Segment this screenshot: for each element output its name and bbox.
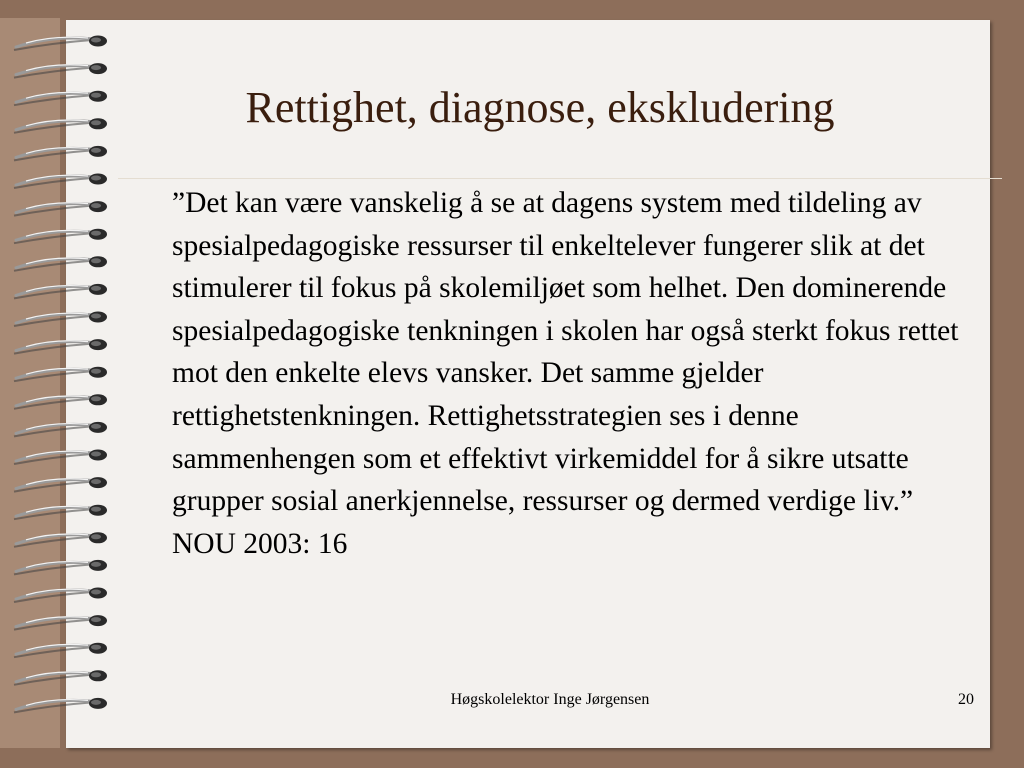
spiral-ring bbox=[14, 394, 107, 409]
title-divider bbox=[118, 178, 1002, 179]
spiral-binding-icon bbox=[12, 28, 116, 740]
spiral-ring bbox=[14, 505, 107, 520]
spiral-ring bbox=[14, 339, 107, 354]
spiral-ring bbox=[14, 284, 107, 299]
spiral-ring bbox=[14, 450, 107, 465]
spiral-ring bbox=[14, 588, 107, 603]
spiral-ring bbox=[14, 615, 107, 630]
spiral-ring bbox=[14, 477, 107, 492]
spiral-ring bbox=[14, 532, 107, 547]
spiral-ring bbox=[14, 560, 107, 575]
slide-title: Rettighet, diagnose, ekskludering bbox=[245, 83, 835, 132]
spiral-ring bbox=[14, 146, 107, 161]
spiral-ring bbox=[14, 312, 107, 327]
spiral-ring bbox=[14, 256, 107, 271]
spiral-ring bbox=[14, 643, 107, 658]
spiral-ring bbox=[14, 36, 107, 51]
quote-text: ”Det kan være vanskelig å se at dagens system med tildeling av spesialpedagogiske ressurser til enkeltelever fungerer slik at det stimulerer til fokus på skolemiljøet som helhet. Den dominerende spesialpedagogiske tenkningen i skolen har også sterkt fokus rettet mot den enkelte elevs vansker. Det samme gjelder rettighetstenkningen. Rettighetsstrategien ses i denne sammenhengen som et effektivt virkemiddel for å sikre utsatte grupper sosial anerkjennelse, ressurser og dermed verdige liv.” NOU 2003: 16 bbox=[172, 187, 959, 560]
spiral-ring bbox=[14, 422, 107, 437]
spiral-ring bbox=[14, 698, 107, 713]
spiral-ring bbox=[14, 229, 107, 244]
spiral-ring bbox=[14, 670, 107, 685]
page-number: 20 bbox=[958, 691, 974, 708]
spiral-ring bbox=[14, 91, 107, 106]
spiral-ring bbox=[14, 118, 107, 133]
spiral-ring bbox=[14, 201, 107, 216]
spiral-ring bbox=[14, 367, 107, 382]
footer-author: Høgskolelektor Inge Jørgensen bbox=[450, 691, 650, 708]
spiral-ring bbox=[14, 174, 107, 189]
spiral-ring bbox=[14, 63, 107, 78]
